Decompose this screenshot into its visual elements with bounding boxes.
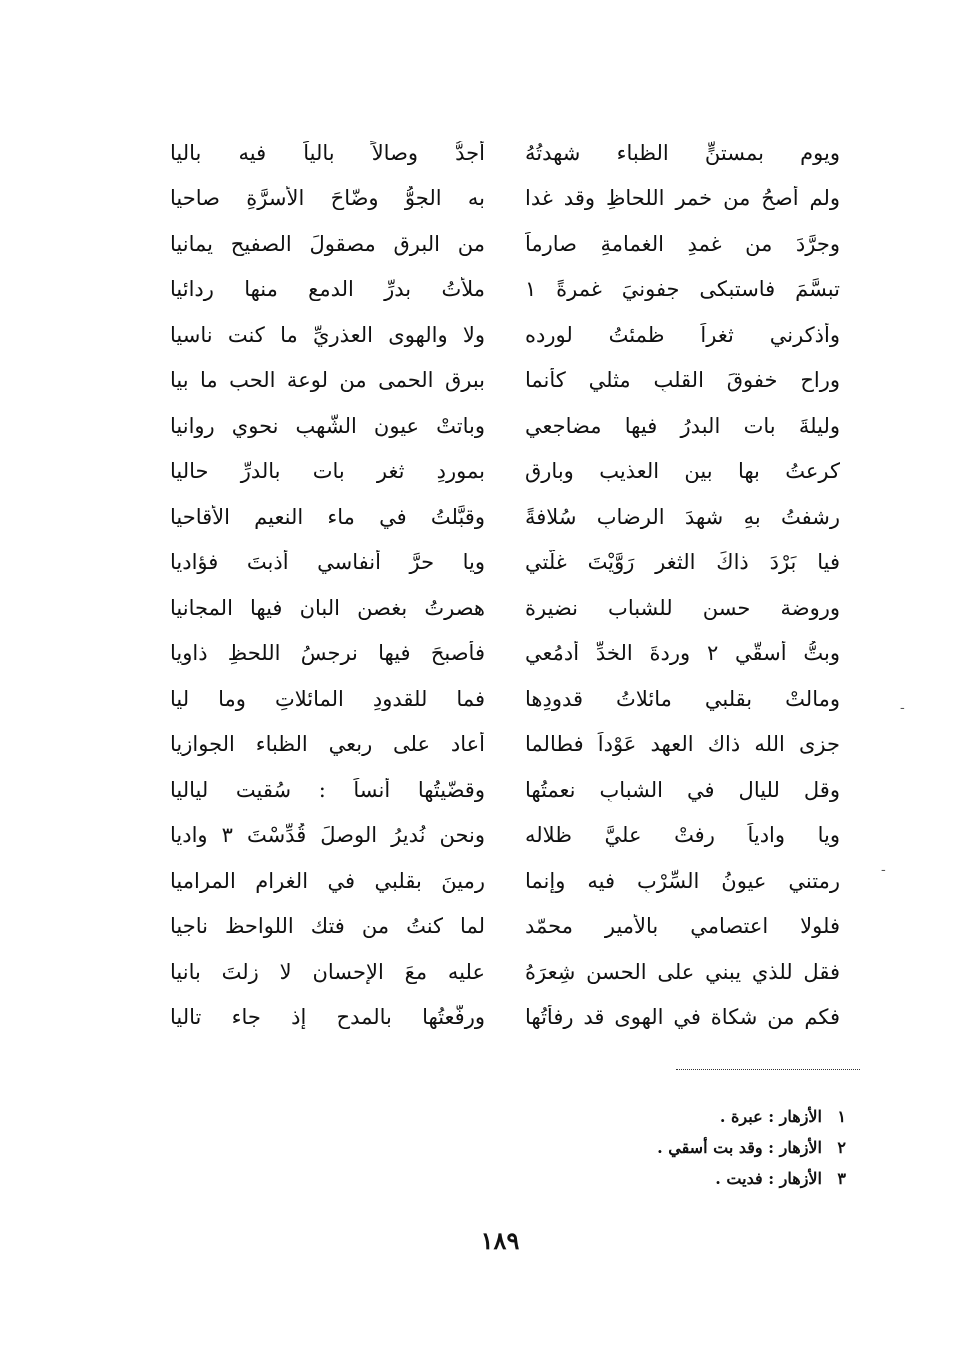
footnote-number: ٣ (837, 1169, 846, 1188)
second-hemistich: من البرقِ مصقولَ الصفيح يمانيا (170, 231, 485, 256)
first-hemistich: وأذكرني ثغراً ظمئتُ لورده (525, 322, 840, 347)
verse-line (170, 358, 840, 404)
verse-line (170, 858, 840, 904)
footnote (657, 1101, 846, 1132)
first-hemistich: ويا وادياً رفتْ عليَّ ظلاله (525, 823, 840, 848)
second-hemistich: ورفَّعتُها بالمدح إذ جاء تاليا (170, 1005, 485, 1030)
second-hemistich: وقضّيتُها أُنساً : سُقيت لياليا (170, 777, 485, 802)
second-hemistich: هصرتُ بغصنِ البانِ فيها المجانيا (170, 595, 485, 620)
scan-speck: - (881, 862, 886, 878)
first-hemistich: ومالتْ بقلبي مائلاتُ قدودِها (525, 686, 840, 711)
verse-line (170, 813, 840, 859)
poem-body (170, 130, 840, 1040)
second-hemistich: رمينَ بقلبي في الغرام المراميا (170, 868, 485, 893)
verse-line (170, 267, 840, 313)
verse-line (170, 403, 840, 449)
second-hemistich: عليه معَ الإحسان لا زلتَ بانيا (170, 959, 485, 984)
first-hemistich: وراح خفوقَ القلبِ مثلي كأنما (525, 368, 840, 393)
verse-line (170, 540, 840, 586)
footnote-text: الأزهار : عبرة . (719, 1107, 822, 1126)
second-hemistich: وقبَّلتُ في ماء النعيمِ الأقاحيا (170, 504, 485, 529)
page-number: ١٨٩ (480, 1226, 520, 1255)
second-hemistich: ويا حرَّ أنفاسي أذبتَ فؤاديا (170, 550, 485, 575)
first-hemistich: وبتُّ أُسقّي ٢ وردةَ الخدِّ أدمُعي (525, 641, 840, 666)
second-hemistich: ونحن نُديرُ الوصلَ قُدِّسْتَ ٣ واديا (170, 823, 485, 848)
verse-line (170, 767, 840, 813)
verse-line (170, 585, 840, 631)
first-hemistich: فقل للذي يبني على الحسنِ شِعرَهُ (525, 959, 840, 984)
second-hemistich: بموردِ ثغرٍ بات بالدرِّ حاليا (170, 459, 485, 484)
first-hemistich: رمتني عيونُ السِّرْبِ فيه وإنما (525, 868, 840, 893)
footnote-number: ١ (837, 1107, 846, 1126)
verse-line (170, 722, 840, 768)
verse-line (170, 449, 840, 495)
first-hemistich: وجرَّدَ من غمدِ الغمامةِ صارماً (525, 231, 840, 256)
verse-line (170, 176, 840, 222)
first-hemistich: وروضة حسن للشباب نضيرة (525, 595, 840, 620)
verse-line (170, 676, 840, 722)
verse-line (170, 631, 840, 677)
scan-speck: - (900, 700, 905, 716)
footnote (657, 1132, 846, 1163)
first-hemistich: تبسَّمَ فاستبكى جفونيَ غمرةً ١ (525, 277, 840, 302)
second-hemistich: ببرق الحمى من لوعة الحب ما بيا (170, 368, 485, 393)
verse-line (170, 312, 840, 358)
second-hemistich: فأصبحَ فيها نرجسُ اللحظِ ذاويا (170, 641, 485, 666)
verse-line (170, 130, 840, 176)
verse-line (170, 995, 840, 1041)
footnote-number: ٢ (837, 1138, 846, 1157)
verse-line (170, 949, 840, 995)
second-hemistich: وباتتْ عيون الشُّهبِ نحوي روانيا (170, 413, 485, 438)
first-hemistich: فلولا اعتصامي بالأمير محمّد (525, 914, 840, 939)
second-hemistich: ملأتُ بدرِّ الدمعِ منها ردائيا (170, 277, 485, 302)
first-hemistich: وليلةَ بات البدرُ فيها مضاجعي (525, 413, 840, 438)
first-hemistich: رشفتُ بهِ شهدَ الرضابِ سُلافةً (525, 504, 840, 529)
first-hemistich: ولم أصحُ من خمرِ اللحاظِ وقد غدا (525, 186, 840, 211)
verse-line (170, 221, 840, 267)
verse-line (170, 904, 840, 950)
footnote-separator (676, 1069, 860, 1070)
second-hemistich: أعاد على ربعي الظباء الجوازيا (170, 732, 485, 757)
second-hemistich: لما كنتُ من فتك اللواحظ ناجيا (170, 914, 485, 939)
first-hemistich: ويوم بمستنٍّ الظباء شهدتُهُ (525, 140, 840, 165)
footnotes (657, 1101, 846, 1194)
second-hemistich: أجدُّ وصالاً بالياً فيه باليا (170, 140, 485, 165)
first-hemistich: فيا بَرْدَ ذاكَ الثغرِ رَوَّيْتَ غلّتي (525, 550, 840, 575)
first-hemistich: جزى الله ذاك العهد عَوْداً فطالما (525, 732, 840, 757)
verse-line (170, 494, 840, 540)
second-hemistich: فما للقدودِ المائلاتِ وما ليا (170, 686, 485, 711)
first-hemistich: فكم من شكاة في الهوى قد رفأتُها (525, 1005, 840, 1030)
footnote-text: الأزهار : وقد بت أسقي . (657, 1138, 822, 1157)
footnote (657, 1163, 846, 1194)
first-hemistich: وقل لليالِ في الشبابِ نعمتُها (525, 777, 840, 802)
footnote-text: الأزهار : فديت . (715, 1169, 822, 1188)
second-hemistich: ولا والهوى العذريِّ ما كنت ناسيا (170, 322, 485, 347)
first-hemistich: كرعتُ بها بين العذيب وبارقٍ (525, 459, 840, 484)
second-hemistich: به الجوُّ وضّاحَ الأسرَّةِ صاحيا (170, 186, 485, 211)
